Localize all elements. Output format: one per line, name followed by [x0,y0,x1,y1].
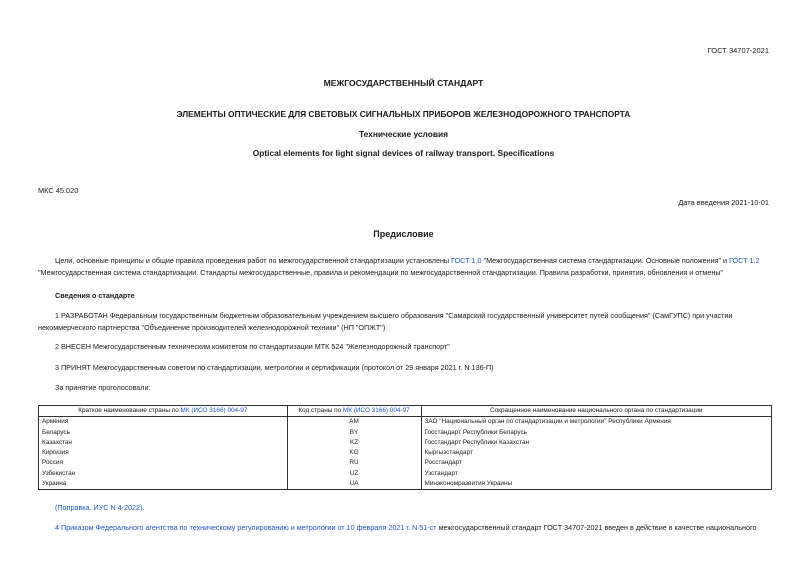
country-cell: Украина [39,479,288,490]
preface-text-a: Цели, основные принципы и общие правила проведения работ по межгосударственной стандартизации установлены [55,256,452,265]
amendment-link[interactable]: (Поправка. ИУС N 4-2022). [55,503,145,512]
body-cell: Росстандарт [421,458,772,468]
voting-countries-table [38,405,772,490]
document-subtitle: Технические условия [358,129,449,139]
code-cell: BY [287,428,421,438]
document-title-en: Optical elements for light signal devices of railway transport. Specifications [252,148,555,158]
preface-text-c: "Межгосударственная система стандартизации. Стандарты межгосударственные, правила и рекомендации по межгосударственной стандартизации. Правила разработки, принятия, обновления и отмены" [38,268,724,277]
table-row [39,438,772,448]
code-cell: UZ [287,469,421,479]
gost-1-0-link[interactable]: ГОСТ 1.0 [451,256,482,265]
country-cell: Казахстан [39,438,288,448]
table-row [39,428,772,438]
standard-info-heading: Сведения о стандарте [55,291,135,300]
preface-text-b: "Межгосударственная система стандартизации. Основные положения" и [481,256,730,265]
mk-iso-3166-link[interactable]: МК (ИСО 3166) 004-97 [180,407,248,414]
code-cell: KZ [287,438,421,448]
standard-type-heading: МЕЖГОСУДАРСТВЕННЫЙ СТАНДАРТ [323,78,484,88]
item-4-text: межгосударственный стандарт ГОСТ 34707-2021 введен в действие в качестве национального [436,523,757,532]
body-cell: Минэкономразвития Украины [421,479,772,490]
table-row [39,458,772,468]
code-cell: UA [287,479,421,490]
info-item-1: 1 РАЗРАБОТАН Федеральным государственным бюджетным образовательным учреждением высшего образования "Самарский государственный университет путей сообщения" (СамГУПС) при участии некоммерческого партнерства "Объединение производителей железнодорожной техники" (НП "ОПЖТ") [38,311,733,332]
country-cell: Беларусь [39,428,288,438]
country-cell: Россия [39,458,288,468]
code-cell: AM [287,417,421,428]
document-number: ГОСТ 34707-2021 [707,46,769,55]
info-item-4 [38,522,770,534]
table-header-row [39,406,772,417]
table-row [39,448,772,458]
amendment-line [38,502,770,514]
preface-heading: Предисловие [373,229,434,239]
body-cell: Госстандарт Республики Казахстан [421,438,772,448]
column-header-country: Краткое наименование страны по МК (ИСО 3166) 004-97 [39,406,288,417]
gost-1-2-link[interactable]: ГОСТ 1.2 [729,256,760,265]
country-cell: Киргизия [39,448,288,458]
table-row [39,469,772,479]
column-header-code: Код страны по МК (ИСО 3166) 004-97 [287,406,421,417]
document-title-ru: ЭЛЕМЕНТЫ ОПТИЧЕСКИЕ ДЛЯ СВЕТОВЫХ СИГНАЛЬНЫХ ПРИБОРОВ ЖЕЛЕЗНОДОРОЖНОГО ТРАНСПОРТА [176,109,631,119]
body-cell: ЗАО "Национальный орган по стандартизации и метрологии" Республики Армения [421,417,772,428]
body-cell: Кыргызстандарт [421,448,772,458]
country-cell: Узбекистан [39,469,288,479]
info-item-2: 2 ВНЕСЕН Межгосударственным техническим комитетом по стандартизации МТК 524 "Железнодорожный транспорт" [55,342,450,351]
table-row [39,417,772,428]
preface-paragraph [38,255,770,279]
order-link[interactable]: Приказом Федерального агентства по техническому регулированию и метрологии от 10 февраля 2021 г. N 51-ст [61,523,437,532]
mks-code: МКС 45.020 [38,186,79,195]
item-4-number: 4 [55,523,61,532]
body-cell: Госстандарт Республики Беларусь [421,428,772,438]
code-cell: RU [287,458,421,468]
country-cell: Армения [39,417,288,428]
table-row [39,479,772,490]
mk-iso-3166-link[interactable]: МК (ИСО 3166) 004-97 [342,407,410,414]
introduction-date: Дата введения 2021-10-01 [678,198,769,207]
code-cell: KG [287,448,421,458]
body-cell: Узстандарт [421,469,772,479]
info-item-3: 3 ПРИНЯТ Межгосударственным советом по стандартизации, метрологии и сертификации (протокол от 29 января 2021 г. N 136-П) [55,363,494,372]
column-header-body: Сокращенное наименование национального органа по стандартизации [421,406,772,417]
voted-label: За принятие проголосовали: [55,383,151,392]
